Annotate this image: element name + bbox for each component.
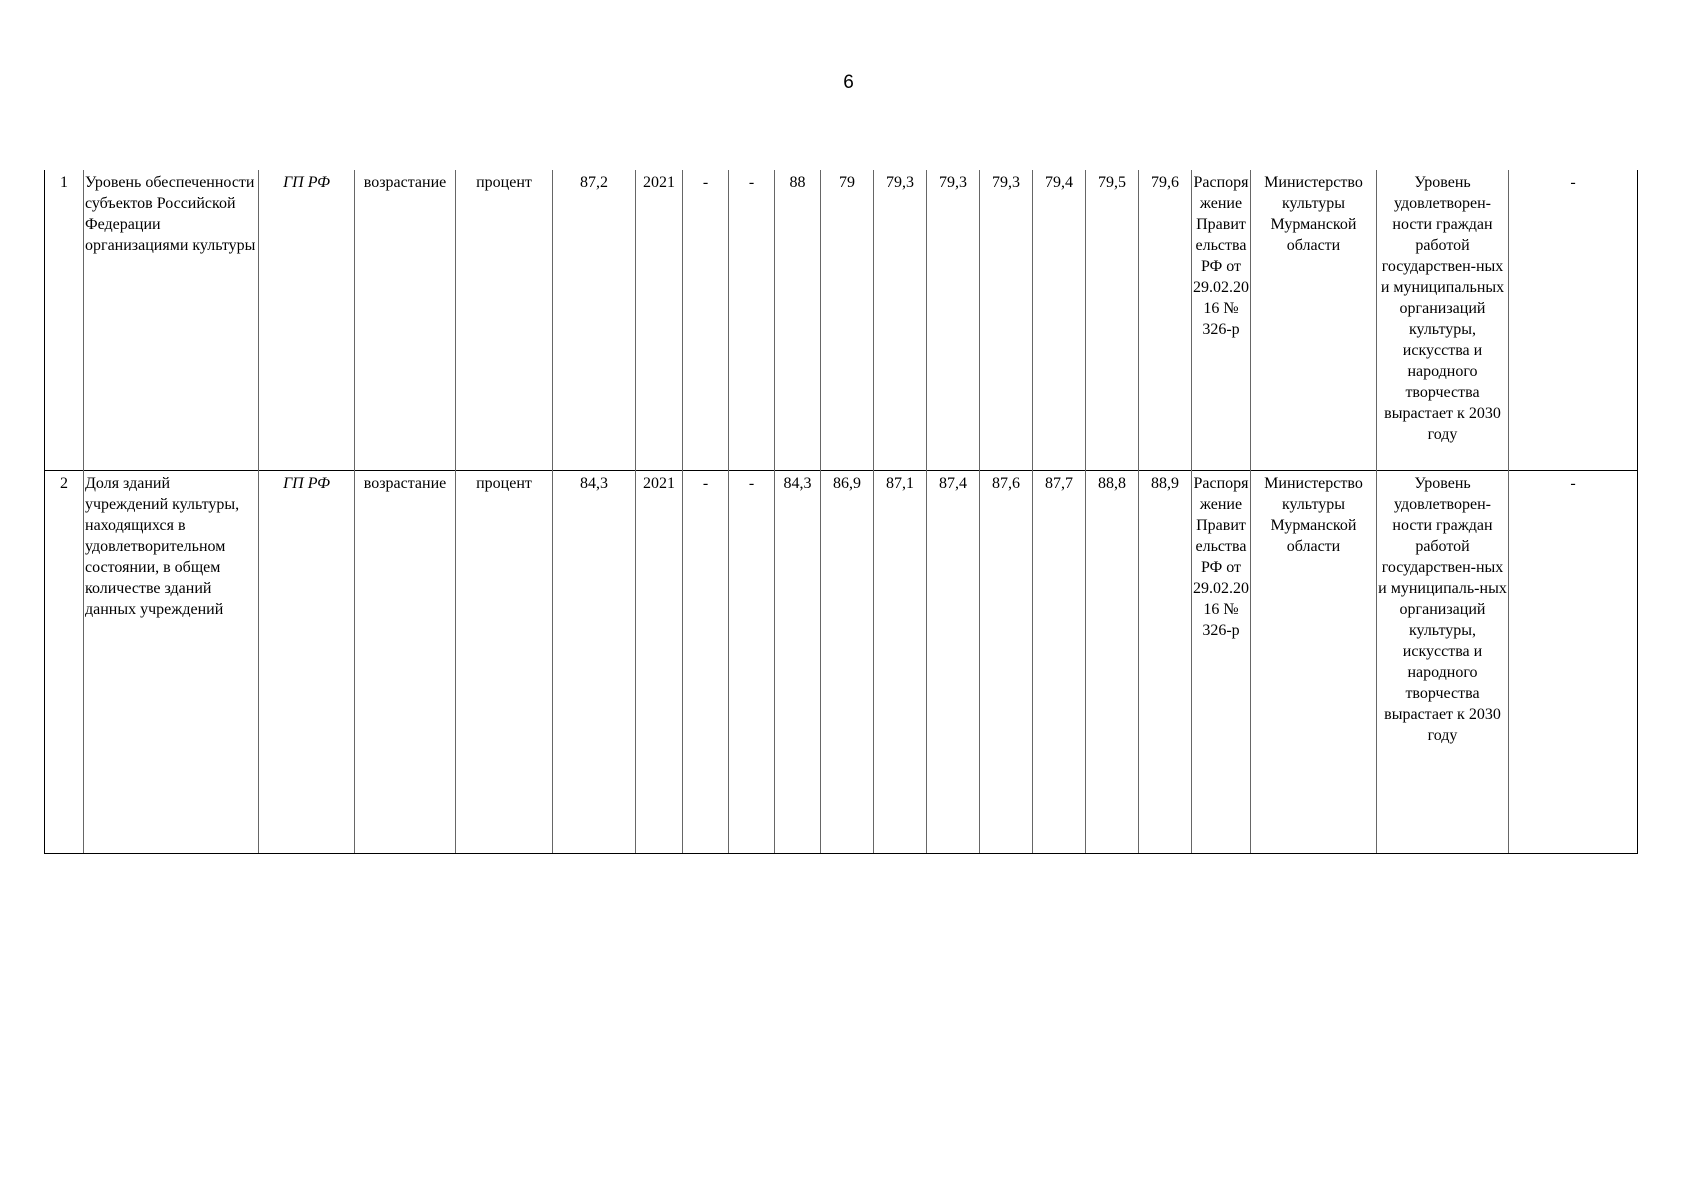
info-system: -: [1509, 170, 1638, 471]
row-number: 2: [45, 471, 84, 854]
base-year: 2021: [636, 170, 683, 471]
dash-cell: -: [729, 471, 775, 854]
indicator-unit: процент: [456, 170, 553, 471]
indicator-level: ГП РФ: [259, 170, 355, 471]
value-cell: 87,1: [874, 471, 927, 854]
table-row: [45, 471, 1697, 854]
value-cell: 79,3: [927, 170, 980, 471]
value-cell: 79,3: [874, 170, 927, 471]
dash-cell: -: [683, 170, 729, 471]
table-row: [45, 170, 1697, 471]
dash-cell: -: [729, 170, 775, 471]
indicator-name: Уровень обеспеченности субъектов Российской Федерации организациями культуры: [84, 170, 259, 471]
indicator-unit: процент: [456, 471, 553, 854]
value-cell: 88,9: [1139, 471, 1192, 854]
indicator-name: Доля зданий учреждений культуры, находящихся в удовлетворительном состоянии, в общем количестве зданий данных учреждений: [84, 471, 259, 854]
responsible-org: Министерство культуры Мурманской области: [1251, 170, 1377, 471]
document-ref: Распоряжение Правительства РФ от 29.02.2016 № 326-р: [1192, 170, 1251, 471]
dash-cell: -: [683, 471, 729, 854]
base-value: 87,2: [553, 170, 636, 471]
indicators-table: [44, 170, 1697, 854]
base-value: 84,3: [553, 471, 636, 854]
value-cell: 88,8: [1086, 471, 1139, 854]
document-ref: Распоряжение Правительства РФ от 29.02.2016 № 326-р: [1192, 471, 1251, 854]
page-number: 6: [843, 72, 854, 93]
indicator-trend: возрастание: [355, 471, 456, 854]
responsible-org: Министерство культуры Мурманской области: [1251, 471, 1377, 854]
goal-link: Уровень удовлетворен-ности граждан работой государствен-ных и муниципальных организаций культуры, искусства и народного творчества вырастает к 2030 году: [1377, 170, 1509, 471]
indicator-trend: возрастание: [355, 170, 456, 471]
value-cell: 86,9: [821, 471, 874, 854]
value-cell: 79,6: [1139, 170, 1192, 471]
indicator-level: ГП РФ: [259, 471, 355, 854]
value-cell: 87,4: [927, 471, 980, 854]
value-cell: 88: [775, 170, 821, 471]
row-number: 1: [45, 170, 84, 471]
value-cell: 84,3: [775, 471, 821, 854]
value-cell: 79,4: [1033, 170, 1086, 471]
value-cell: 87,6: [980, 471, 1033, 854]
base-year: 2021: [636, 471, 683, 854]
value-cell: 79,3: [980, 170, 1033, 471]
info-system: -: [1509, 471, 1638, 854]
value-cell: 87,7: [1033, 471, 1086, 854]
value-cell: 79: [821, 170, 874, 471]
goal-link: Уровень удовлетворен-ности граждан работой государствен-ных и муниципаль-ных организаций культуры, искусства и народного творчества вырастает к 2030 году: [1377, 471, 1509, 854]
value-cell: 79,5: [1086, 170, 1139, 471]
